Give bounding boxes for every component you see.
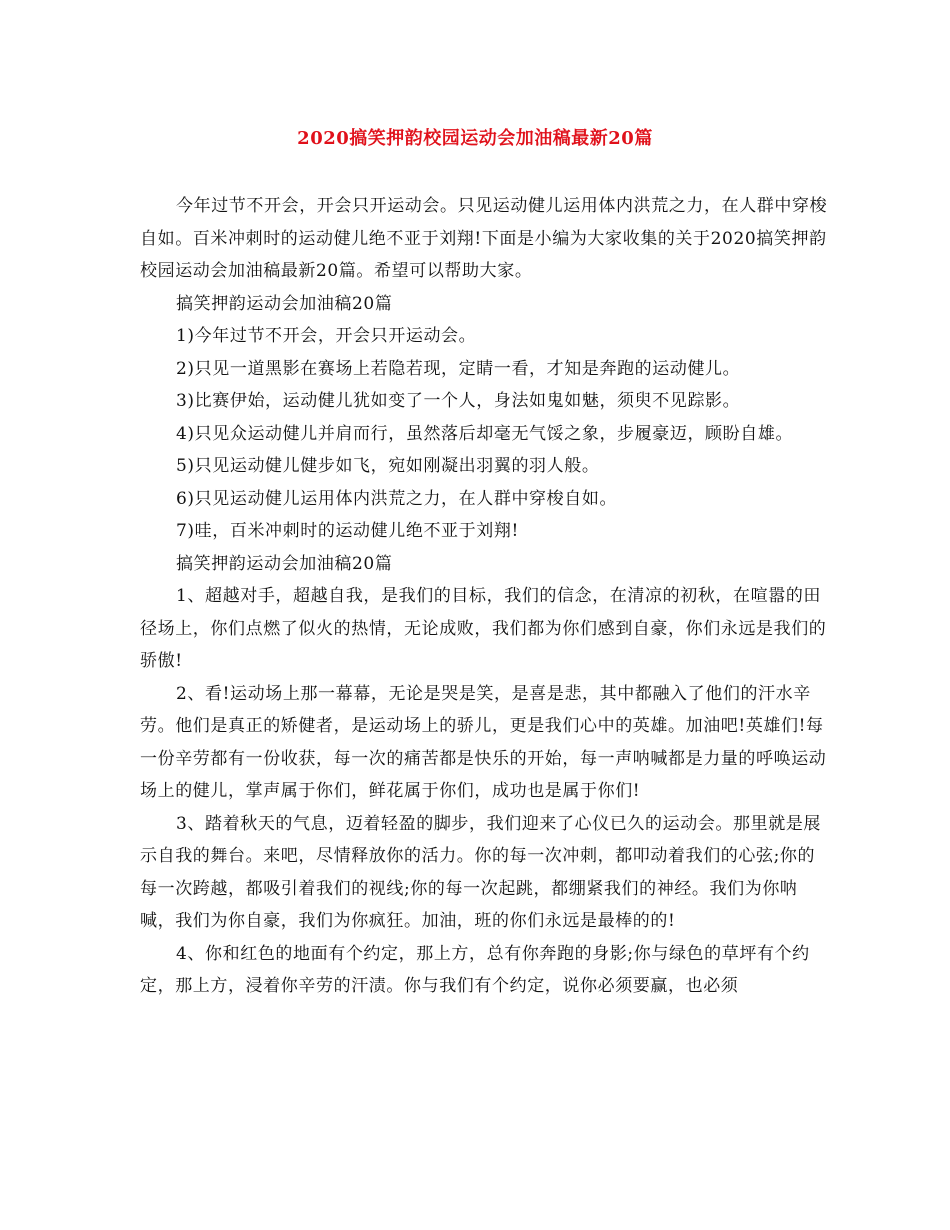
list-item: 1)今年过节不开会，开会只开运动会。: [176, 326, 477, 346]
document-title: 2020搞笑押韵校园运动会加油稿最新20篇: [297, 128, 653, 149]
list-item: 5)只见运动健儿健步如飞，宛如刚凝出羽翼的羽人般。: [176, 456, 600, 476]
document-body: [140, 190, 830, 1003]
body-paragraph: 2、看!运动场上那一幕幕，无论是哭是笑，是喜是悲，其中都融入了他们的汗水辛劳。他们是真正的矫健者，是运动场上的骄儿，更是我们心中的英雄。加油吧!英雄们!每一份辛劳都有一份收获，每一次的痛苦都是快乐的开始，每一声呐喊都是力量的呼唤运动场上的健儿，掌声属于你们，鲜花属于你们，成功也是属于你们!: [140, 683, 827, 801]
list-item: 3)比赛伊始，运动健儿犹如变了一个人，身法如鬼如魅，须臾不见踪影。: [176, 391, 741, 411]
section-heading: 搞笑押韵运动会加油稿20篇: [176, 293, 393, 314]
list-item: 2)只见一道黑影在赛场上若隐若现，定睛一看，才知是奔跑的运动健儿。: [176, 358, 741, 379]
section-heading: 搞笑押韵运动会加油稿20篇: [176, 553, 393, 574]
intro-paragraph: 今年过节不开会，开会只开运动会。只见运动健儿运用体内洪荒之力，在人群中穿梭自如。百米冲刺时的运动健儿绝不亚于刘翔!下面是小编为大家收集的关于2020搞笑押韵校园运动会加油稿最新20篇。希望可以帮助大家。: [140, 196, 828, 281]
list-item: 4)只见众运动健儿并肩而行，虽然落后却毫无气馁之象，步履豪迈，顾盼自雄。: [176, 423, 794, 444]
list-item: 7)哇，百米冲刺时的运动健儿绝不亚于刘翔!: [176, 521, 519, 541]
list-item: 6)只见运动健儿运用体内洪荒之力，在人群中穿梭自如。: [176, 488, 618, 509]
body-paragraph: 3、踏着秋天的气息，迈着轻盈的脚步，我们迎来了心仪已久的运动会。那里就是展示自我的舞台。来吧，尽情释放你的活力。你的每一次冲刺，都叩动着我们的心弦;你的每一次跨越，都吸引着我们的视线;你的每一次起跳，都绷紧我们的神经。我们为你呐喊，我们为你自豪，我们为你疯狂。加油，班的你们永远是最棒的的!: [140, 813, 822, 931]
body-paragraph: 1、超越对手，超越自我，是我们的目标，我们的信念，在清凉的初秋，在喧嚣的田径场上，你们点燃了似火的热情，无论成败，我们都为你们感到自豪，你们永远是我们的骄傲!: [140, 586, 827, 671]
body-paragraph: 4、你和红色的地面有个约定，那上方，总有你奔跑的身影;你与绿色的草坪有个约定，那上方，浸着你辛劳的汗渍。你与我们有个约定，说你必须要赢，也必须: [140, 943, 810, 996]
